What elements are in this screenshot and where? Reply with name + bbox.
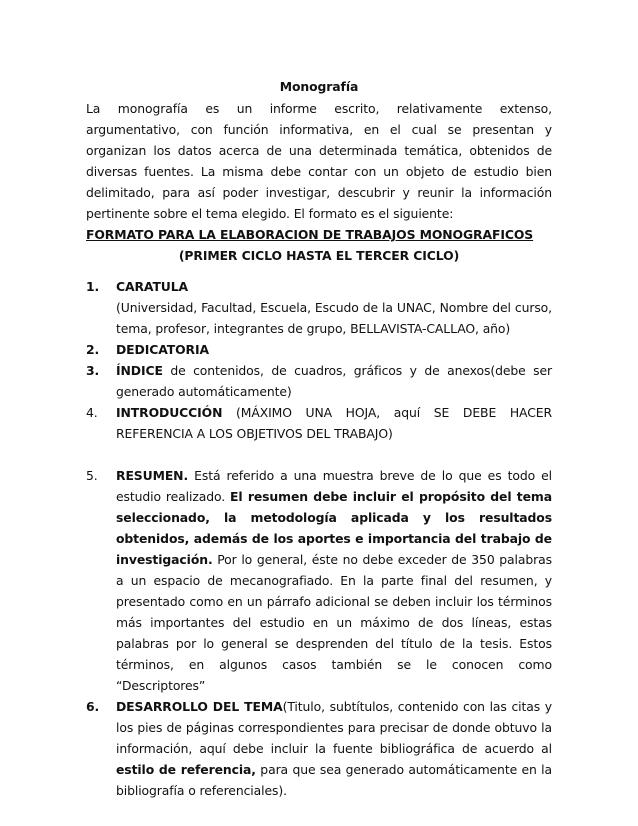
item-title: INTRODUCCIÓN (116, 405, 223, 420)
list-spacer (86, 444, 552, 465)
list-item-dedicatoria (86, 339, 552, 360)
item-bold-text: El resumen debe incluir el propósito del tema seleccionado, la metodología aplicada y los resultados obtenidos, además de los aportes e importancia del trabajo de investigación. (116, 489, 553, 567)
item-title: CARATULA (116, 279, 189, 294)
format-heading: FORMATO PARA LA ELABORACION DE TRABAJOS MONOGRAFICOS (86, 227, 534, 242)
list-item-resumen (86, 465, 552, 696)
format-subheading: (PRIMER CICLO HASTA EL TERCER CICLO) (178, 248, 460, 263)
item-title: DESARROLLO DEL TEMA (116, 699, 283, 714)
item-title: DEDICATORIA (116, 342, 209, 357)
item-number: 5. (86, 468, 98, 483)
item-number: 4. (86, 405, 98, 420)
item-text: (Titulo, subtítulos, contenido con las citas y los pies de páginas correspondientes para precisar de donde obtuvo la información, aquí debe incluir la fuente bibliográfica de acuerdo al (116, 699, 552, 756)
item-number: 3. (86, 363, 100, 378)
item-bold-text: estilo de referencia, (116, 762, 256, 777)
item-text: para que sea generado automáticamente en la bibliografía o referenciales). (116, 762, 552, 798)
format-list (86, 276, 552, 801)
item-number: 6. (86, 699, 100, 714)
item-text: (MÁXIMO UNA HOJA, aquí SE DEBE HACER REFERENCIA A LOS OBJETIVOS DEL TRABAJO) (116, 405, 552, 441)
list-item-indice (86, 360, 552, 402)
intro-paragraph: La monografía es un informe escrito, relativamente extenso, argumentativo, con función informativa, en el cual se presentan y organizan los datos acerca de una determinada temática, obtenidos de diversas fuentes. La misma debe contar con un objeto de estudio bien delimitado, para así poder investigar, descubrir y reunir la información pertinente sobre el tema elegido. El formato es el siguiente: (86, 101, 552, 221)
item-text: de contenidos, de cuadros, gráficos y de anexos(debe ser generado automáticamente) (116, 363, 552, 399)
document-title: Monografía (279, 79, 359, 94)
item-number: 1. (86, 279, 100, 294)
list-item-desarrollo (86, 696, 552, 801)
item-title: RESUMEN. (116, 468, 189, 483)
list-item-caratula (86, 276, 552, 339)
list-item-introduccion (86, 402, 552, 444)
item-number: 2. (86, 342, 100, 357)
item-text: Está referido a una muestra breve de lo que es todo el estudio realizado. (116, 468, 552, 504)
item-text: (Universidad, Facultad, Escuela, Escudo de la UNAC, Nombre del curso, tema, profesor, integrantes de grupo, BELLAVISTA-CALLAO, año) (116, 300, 552, 336)
item-text: Por lo general, éste no debe exceder de 350 palabras a un espacio de mecanografiado. En la parte final del resumen, y presentado como en un párrafo adicional se deben incluir los términos más importantes del estudio en un máximo de dos líneas, estas palabras por lo general se desprenden del título de la tesis. Estos términos, en algunos casos también se le conocen como “Descriptores” (116, 552, 552, 693)
item-title: ÍNDICE (116, 363, 163, 378)
